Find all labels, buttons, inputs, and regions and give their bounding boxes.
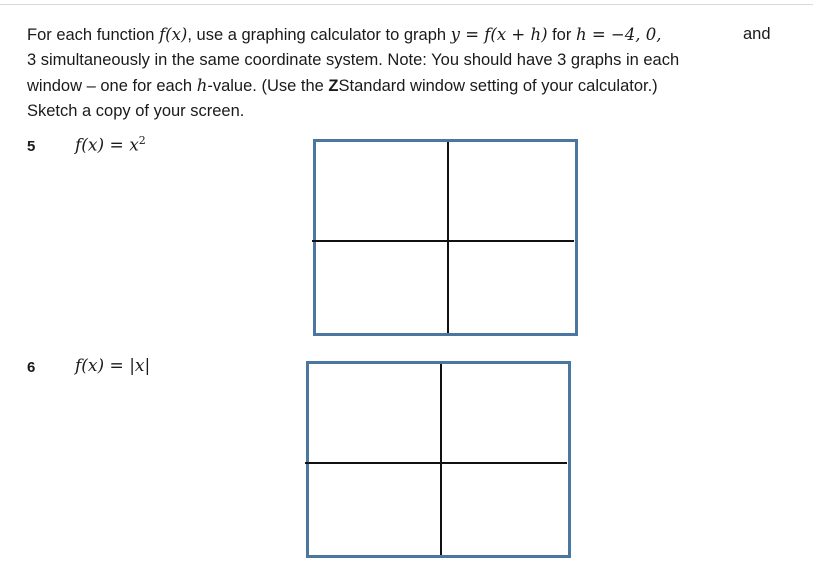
x-axis-5 [312,240,574,242]
h-values: h = −4, 0, [575,25,662,44]
y-axis-5 [447,142,449,333]
instructions-line-3: window – one for each h-value. (Use the ZStandard window setting of your calculator.) [27,76,658,95]
graph-sketch-box-5[interactable] [313,139,578,336]
problem-function-6: f(x) = |x| [75,356,151,376]
zstandard-bold-z: Z [328,77,339,95]
y-axis-6 [440,364,442,555]
shift-equation: y = f(x + h) [450,25,548,44]
x-axis-6 [305,462,567,464]
h-variable: h [196,76,208,95]
problem-number-5: 5 [27,138,36,155]
fx-expression: f(x) [159,25,188,44]
problem-function-5: $f(x) = x^2$ [75,134,146,156]
problem-number-6: 6 [27,359,36,376]
instructions-line-2: 3 simultaneously in the same coordinate system. Note: You should have 3 graphs in each [27,51,680,69]
instructions-line-4: Sketch a copy of your screen. [27,102,245,120]
graph-sketch-box-6[interactable] [306,361,571,558]
instructions [27,22,787,124]
and-word: and [743,25,771,43]
instructions-line-1: For each function f(x), use a graphing calculator to graph y = f(x + h) for h = −4, 0, [27,25,662,44]
top-rule [0,4,813,5]
